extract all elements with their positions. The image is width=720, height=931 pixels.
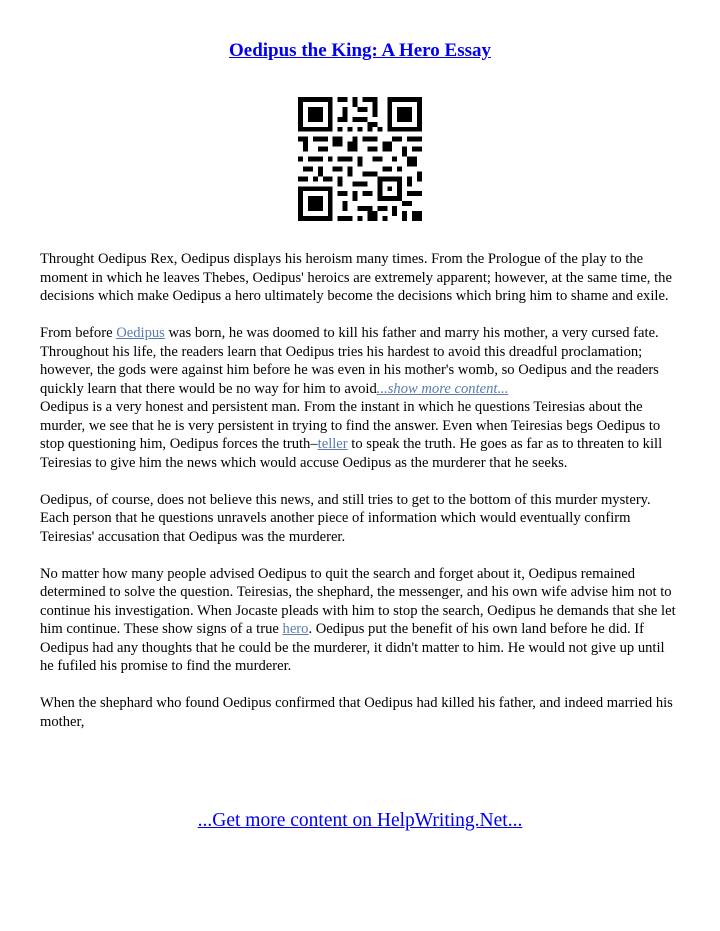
hero-link[interactable]: hero	[282, 621, 309, 637]
essay-body	[40, 250, 682, 750]
paragraph-1: Throught Oedipus Rex, Oedipus displays his heroism many times. From the Prologue of the play to the moment in which he leaves Thebes, Oedipus' heroics are extremely apparent; however, at the same time, the decisions which make Oedipus a hero ultimately become the decisions which bring him to shame and exile.	[40, 251, 672, 304]
show-more-link[interactable]: ...show more content...	[376, 380, 509, 397]
essay-title	[0, 40, 720, 62]
paragraph-4: Oedipus, of course, does not believe this news, and still tries to get to the bottom of this murder mystery. Each person that he questions unravels another piece of information which would eventually confirm Teiresias' accusation that Oedipus was the murderer.	[40, 491, 651, 545]
paragraph-5	[40, 565, 682, 676]
essay-title-link[interactable]: Oedipus the King: A Hero Essay	[228, 40, 491, 61]
paragraph-5-text-end: . Oedipus put the benefit of his own land before he did. If Oedipus had any thoughts that he could be the murderer, it didn't matter to him. He would not give up until he fufiled his promise to find the murderer.	[40, 621, 665, 674]
paragraph-2-text-start: From before	[40, 325, 117, 341]
get-more-content-link[interactable]: ...Get more content on HelpWriting.Net...	[197, 810, 523, 831]
teller-link[interactable]: teller	[317, 436, 348, 452]
paragraph-3-text-end: to speak the truth. He goes as far as to threaten to kill Teiresias to give him the news which would accuse Oedipus as the murderer that he seeks.	[40, 436, 663, 471]
footer	[0, 810, 720, 832]
paragraph-2	[40, 324, 682, 398]
paragraph-3	[40, 398, 682, 472]
oedipus-link[interactable]: Oedipus	[116, 325, 165, 341]
paragraph-6: When the shephard who found Oedipus confirmed that Oedipus had killed his father, and indeed married his mother,	[40, 695, 673, 730]
paragraph-5-text-start: No matter how many people advised Oedipus to quit the search and forget about it, Oedipus remained determined to solve the question. Teiresias, the shephard, the messenger, and his own wife advise him not to continue his investigation. When Jocaste pleads with him to stop the search, Oedipus he demands that she let him continue. These show signs of a true	[40, 565, 676, 637]
paragraph-2-text-end: was born, he was doomed to kill his father and marry his mother, a very cursed fate. Throughout his life, the readers learn that Oedipus tries his hardest to avoid this dreadful proclamation; however, the gods were against him before he was even in his mother's womb, so Oedipus and the readers quickly learn that there would be no way for him to avoid	[40, 325, 659, 397]
qr-code-icon	[298, 97, 422, 221]
paragraph-3-text-start: Oedipus is a very honest and persistent man. From the instant in which he questions Teiresias about the murder, we see that he is very persistent in trying to find the answer. Even when Teiresias begs Oedipus to stop questioning him, Oedipus forces the truth–	[40, 399, 661, 452]
